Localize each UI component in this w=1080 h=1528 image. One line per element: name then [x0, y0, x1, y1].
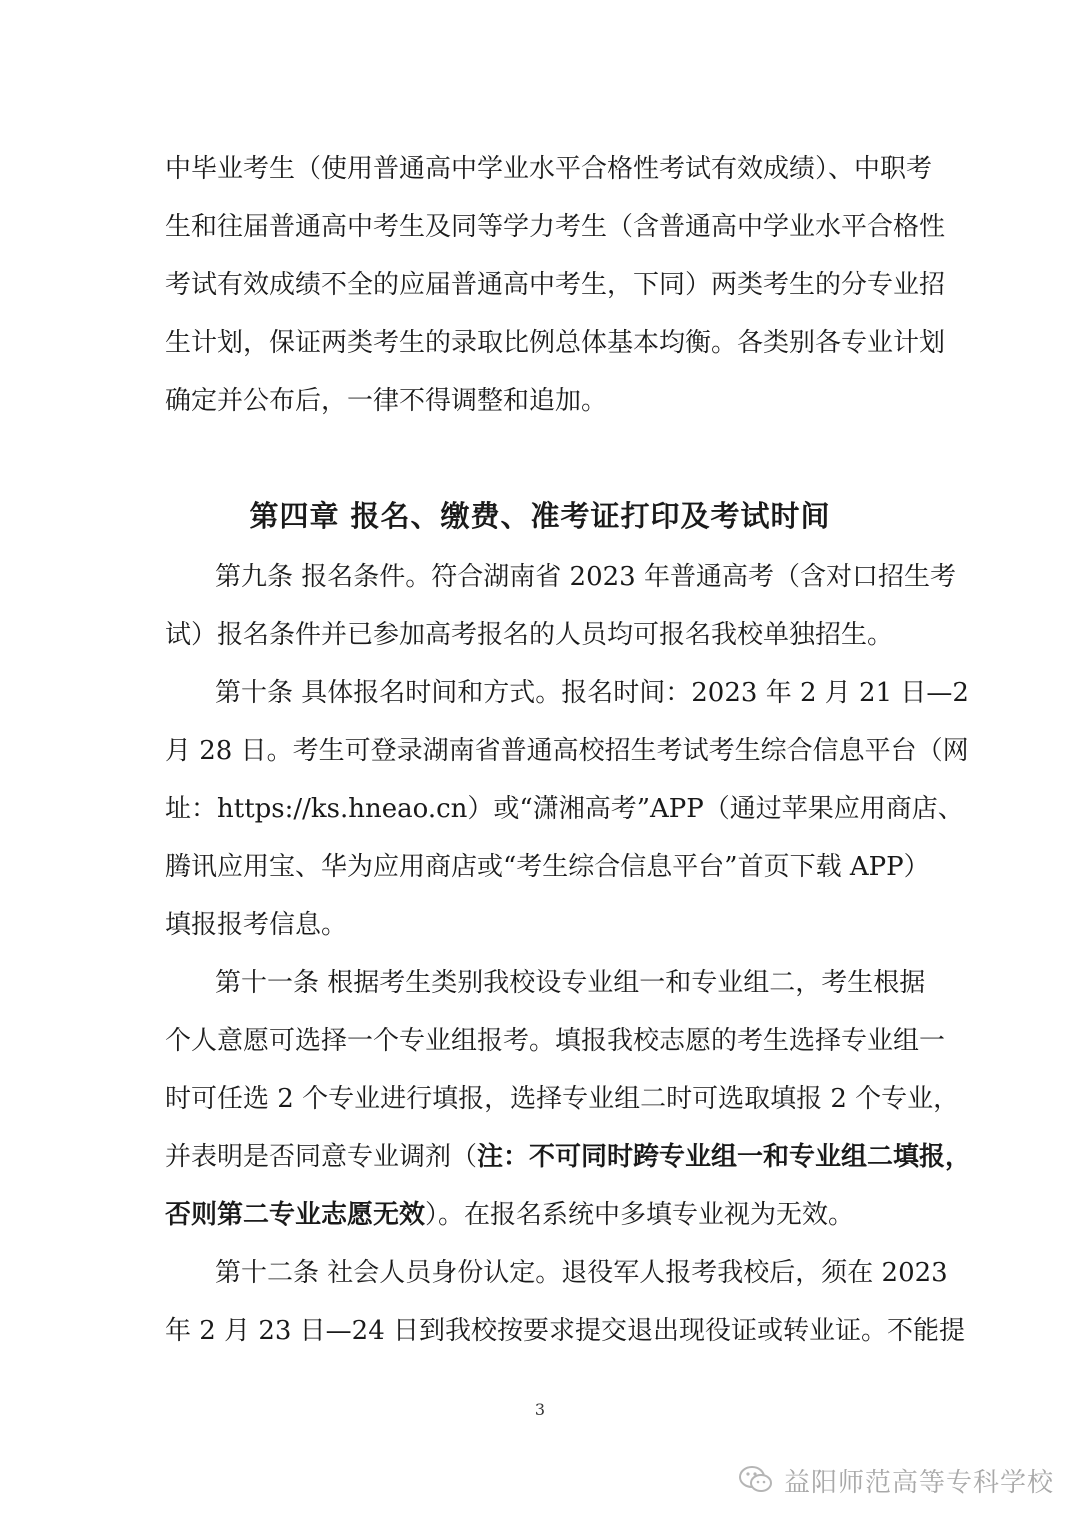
- paragraph-line: 生计划，保证两类考生的录取比例总体基本均衡。各类别各专业计划: [165, 328, 946, 358]
- paragraph-line: 考试有效成绩不全的应届普通高中考生，下同）两类考生的分专业招: [165, 270, 946, 300]
- article-11-line: [165, 1140, 972, 1174]
- paragraph-line: 确定并公布后，一律不得调整和追加。: [165, 386, 608, 416]
- article-10-line: 腾讯应用宝、华为应用商店或“考生综合信息平台”首页下载 APP）: [165, 852, 930, 882]
- article-10-line: 月 28 日。考生可登录湖南省普通高校招生考试考生综合信息平台（网: [165, 736, 969, 766]
- watermark: [738, 1462, 1054, 1498]
- wechat-icon: [738, 1465, 774, 1495]
- article-11-note: 注：不可同时跨专业组一和专业组二填报，: [477, 1142, 972, 1172]
- article-11-text: 并表明是否同意专业调剂（: [165, 1142, 478, 1172]
- article-11-line: 个人意愿可选择一个专业组报考。填报我校志愿的考生选择专业组一: [165, 1026, 946, 1056]
- article-11-text: ）。在报名系统中多填专业视为无效。: [425, 1200, 855, 1230]
- page-number: 3: [534, 1400, 546, 1419]
- paragraph-line: 中毕业考生（使用普通高中学业水平合格性考试有效成绩）、中职考: [165, 154, 933, 184]
- chapter-heading: 第四章 报名、缴费、准考证打印及考试时间: [249, 499, 831, 533]
- article-11-line: 时可任选 2 个专业进行填报，选择专业组二时可选取填报 2 个专业，: [165, 1084, 960, 1114]
- article-9-line: 试）报名条件并已参加高考报名的人员均可报名我校单独招生。: [165, 620, 894, 650]
- article-10-line: 址：https://ks.hneao.cn）或“潇湘高考”APP（通过苹果应用商店、: [165, 794, 964, 824]
- article-11-note: 否则第二专业志愿无效: [165, 1200, 426, 1230]
- article-9-line: 第九条 报名条件。符合湖南省 2023 年普通高考（含对口招生考: [215, 562, 956, 592]
- paragraph-line: 生和往届普通高中考生及同等学力考生（含普通高中学业水平合格性: [165, 212, 946, 242]
- article-10-line: 填报报考信息。: [165, 910, 348, 940]
- article-12-line: 年 2 月 23 日—24 日到我校按要求提交退出现役证或转业证。不能提: [165, 1316, 966, 1346]
- article-11-line: [165, 1198, 915, 1232]
- article-11-line: 第十一条 根据考生类别我校设专业组一和专业组二，考生根据: [215, 968, 926, 998]
- article-12-line: 第十二条 社会人员身份认定。退役军人报考我校后，须在 2023: [215, 1258, 948, 1288]
- article-10-line: 第十条 具体报名时间和方式。报名时间：2023 年 2 月 21 日—2: [215, 678, 969, 708]
- watermark-text: 益阳师范高等专科学校: [784, 1467, 1055, 1498]
